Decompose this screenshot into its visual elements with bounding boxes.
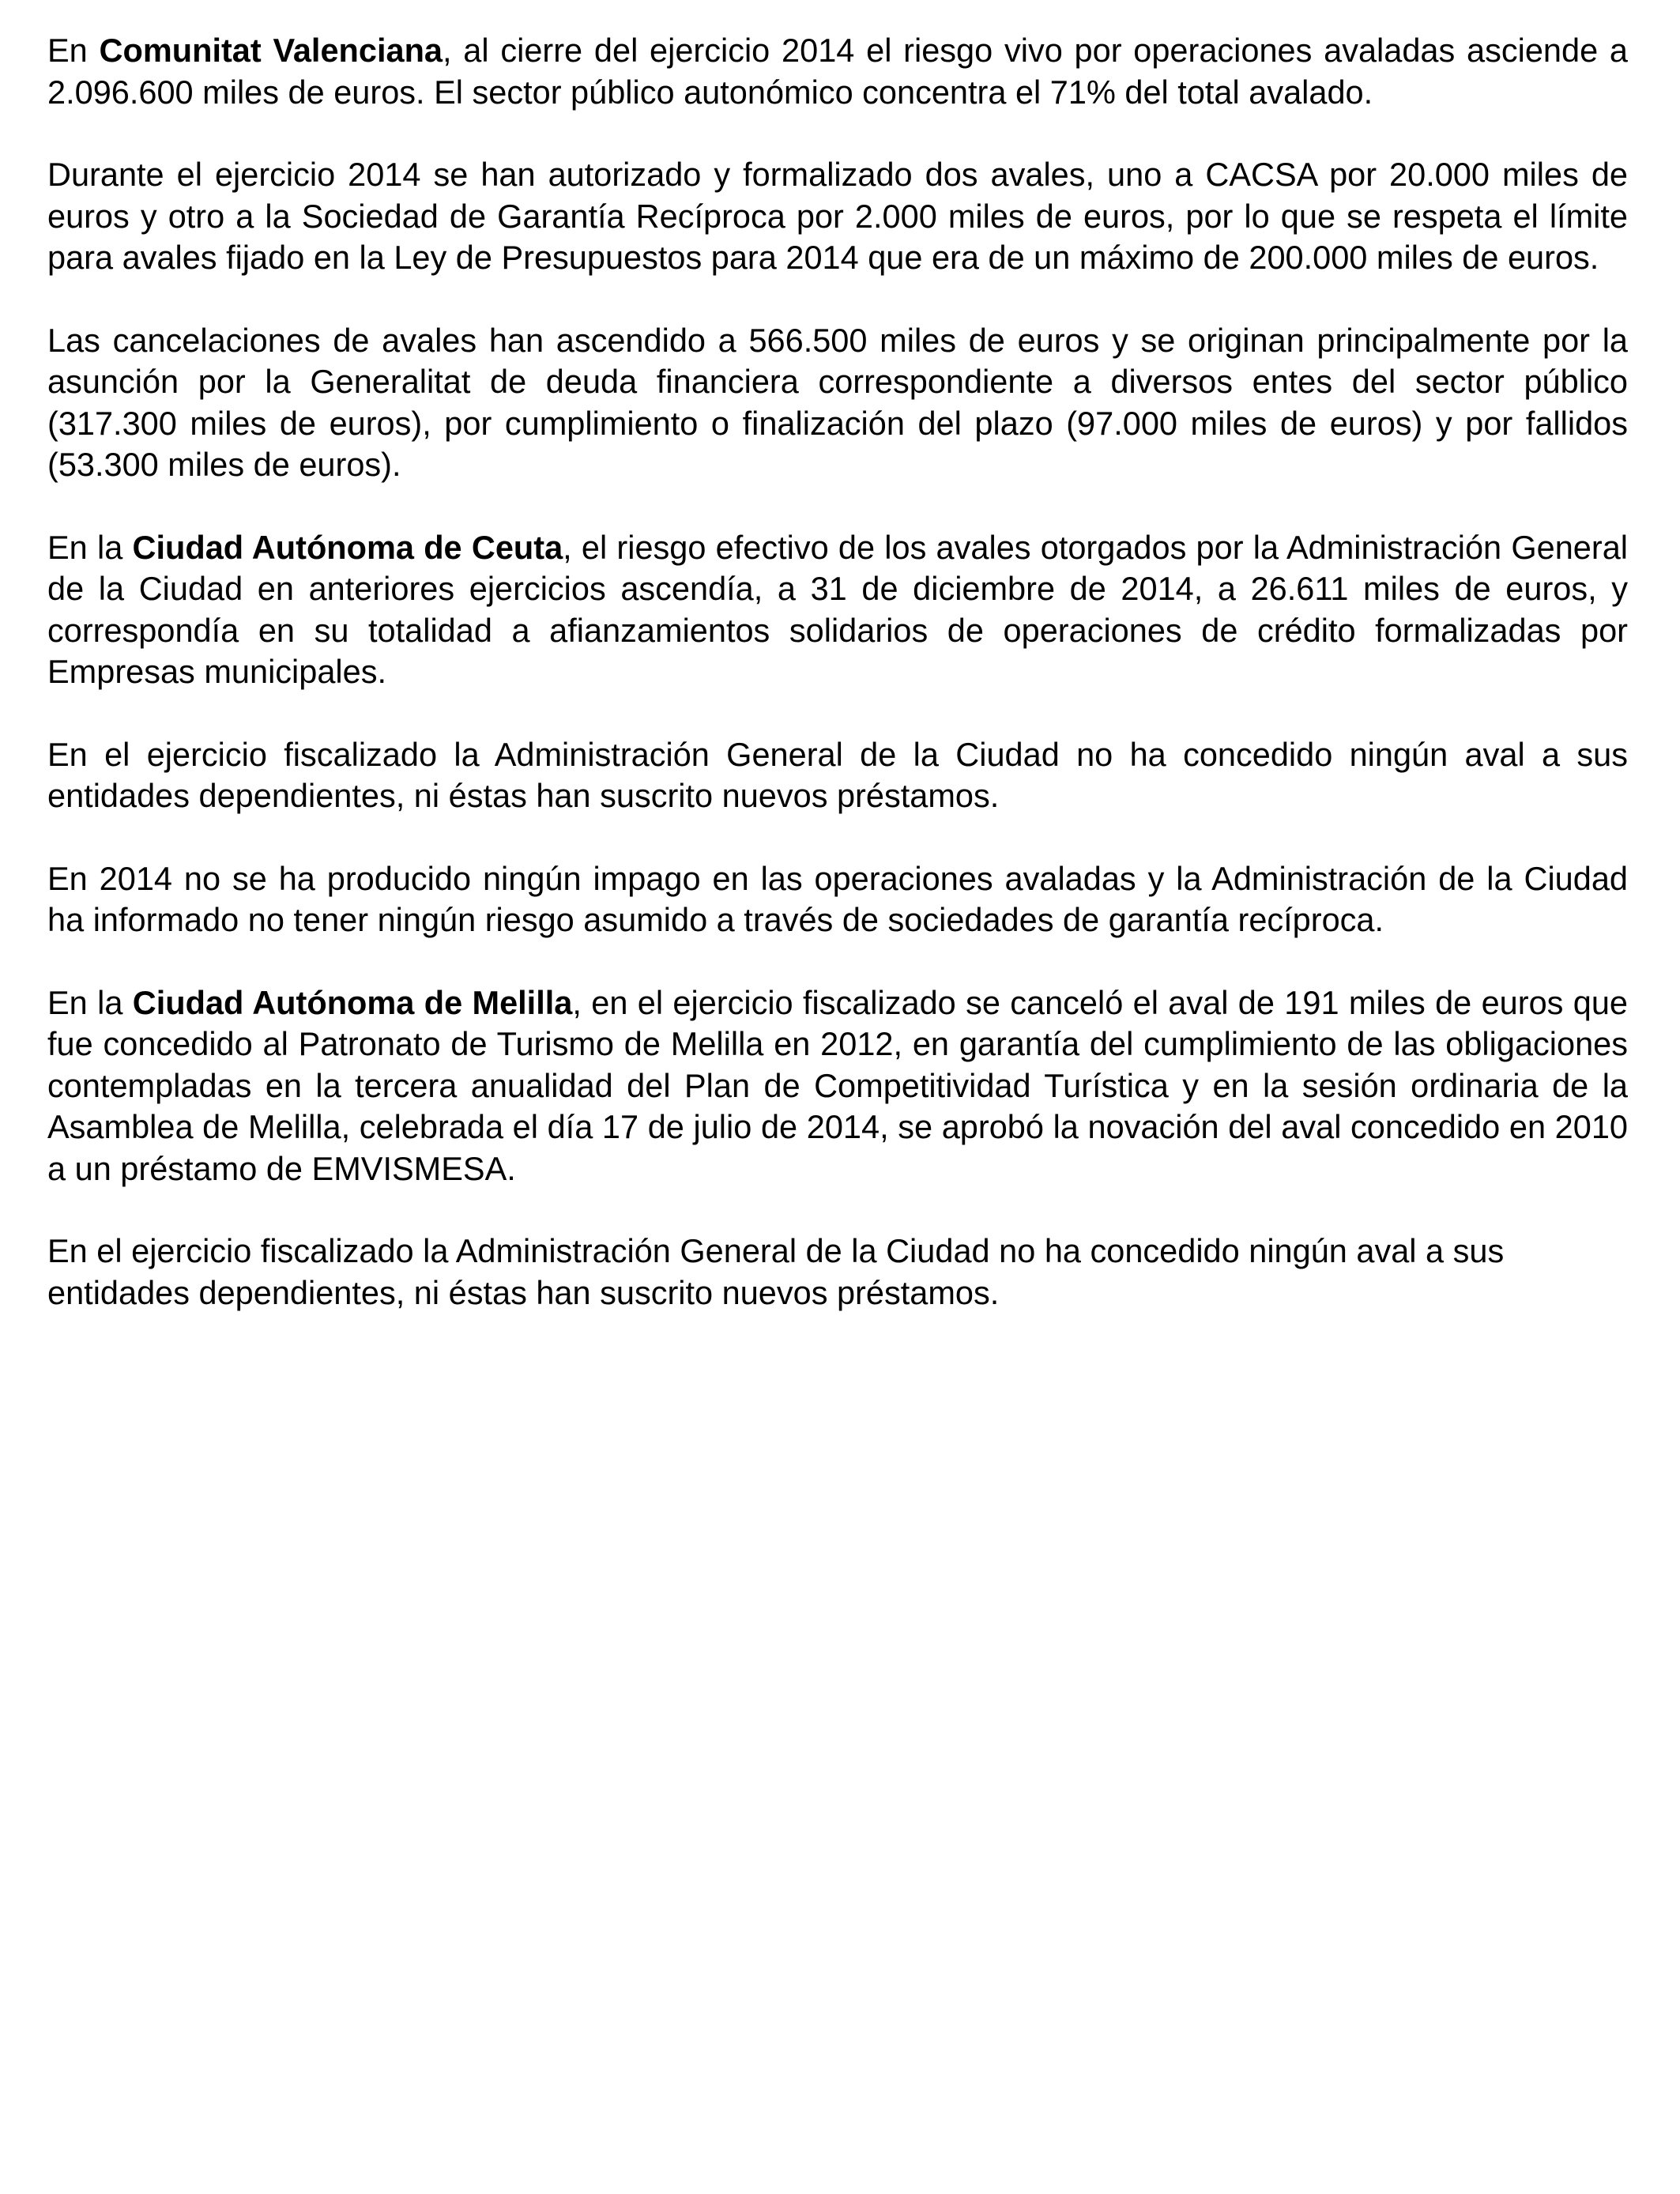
paragraph-melilla-avales — [47, 1231, 1628, 1314]
paragraph-text: , el riesgo efectivo de los avales otorgados por la Administración General de la Ciudad en anteriores ejercicios ascendía, a 31 de diciembre de 2014, a 26.611 miles de euros, y correspondía en su totalidad a afianzamientos solidarios de operaciones de crédito formalizadas por Empresas municipales. — [47, 528, 1628, 690]
paragraph-text: En la — [47, 983, 133, 1021]
paragraph-ceuta-riesgo — [47, 527, 1628, 693]
region-name-ceuta: Ciudad Autónoma de Ceuta — [132, 528, 563, 566]
paragraph-text: En la — [47, 528, 133, 566]
paragraph-valenciana-riesgo — [47, 30, 1628, 113]
region-name-melilla: Ciudad Autónoma de Melilla — [132, 983, 573, 1021]
paragraph-valenciana-cancelaciones — [47, 320, 1628, 486]
paragraph-text: En el ejercicio fiscalizado la Administración General de la Ciudad no ha concedido ningún aval a sus entidades dependientes, ni éstas han suscrito nuevos préstamos. — [47, 1232, 1505, 1311]
paragraph-text: En el ejercicio fiscalizado la Administración General de la Ciudad no ha concedido ningún aval a sus entidades dependientes, ni éstas han suscrito nuevos préstamos. — [47, 735, 1628, 814]
region-name-valenciana: Comunitat Valenciana — [99, 32, 443, 69]
paragraph-valenciana-avales — [47, 154, 1628, 279]
paragraph-text: , al cierre del ejercicio 2014 el riesgo vivo por operaciones avaladas asciende a 2.096.600 miles de euros. El sector público autonómico concentra el 71% del total avalado. — [47, 32, 1628, 111]
paragraph-text: En 2014 no se ha producido ningún impago en las operaciones avaladas y la Administración de la Ciudad ha informado no tener ningún riesgo asumido a través de sociedades de garantía recíproca. — [47, 859, 1628, 938]
paragraph-ceuta-avales — [47, 734, 1628, 817]
paragraph-text: Las cancelaciones de avales han ascendido a 566.500 miles de euros y se originan principalmente por la asunción por la Generalitat de deuda financiera correspondiente a diversos entes del sector público (317.300 miles de euros), por cumplimiento o finalización del plazo (97.000 miles de euros) y por fallidos (53.300 miles de euros). — [47, 321, 1628, 483]
paragraph-ceuta-impagos — [47, 858, 1628, 941]
document-page — [47, 30, 1628, 1355]
paragraph-text: Durante el ejercicio 2014 se han autorizado y formalizado dos avales, uno a CACSA por 20.000 miles de euros y otro a la Sociedad de Garantía Recíproca por 2.000 miles de euros, por lo que se respeta el límite para avales fijado en la Ley de Presupuestos para 2014 que era de un máximo de 200.000 miles de euros. — [47, 156, 1628, 276]
paragraph-text: , en el ejercicio fiscalizado se canceló el aval de 191 miles de euros que fue concedido al Patronato de Turismo de Melilla en 2012, en garantía del cumplimiento de las obligaciones contempladas en la tercera anualidad del Plan de Competitividad Turística y en la sesión ordinaria de la Asamblea de Melilla, celebrada el día 17 de julio de 2014, se aprobó la novación del aval concedido en 2010 a un préstamo de EMVISMESA. — [47, 983, 1628, 1187]
paragraph-melilla-aval — [47, 982, 1628, 1190]
paragraph-text: En — [47, 32, 100, 69]
